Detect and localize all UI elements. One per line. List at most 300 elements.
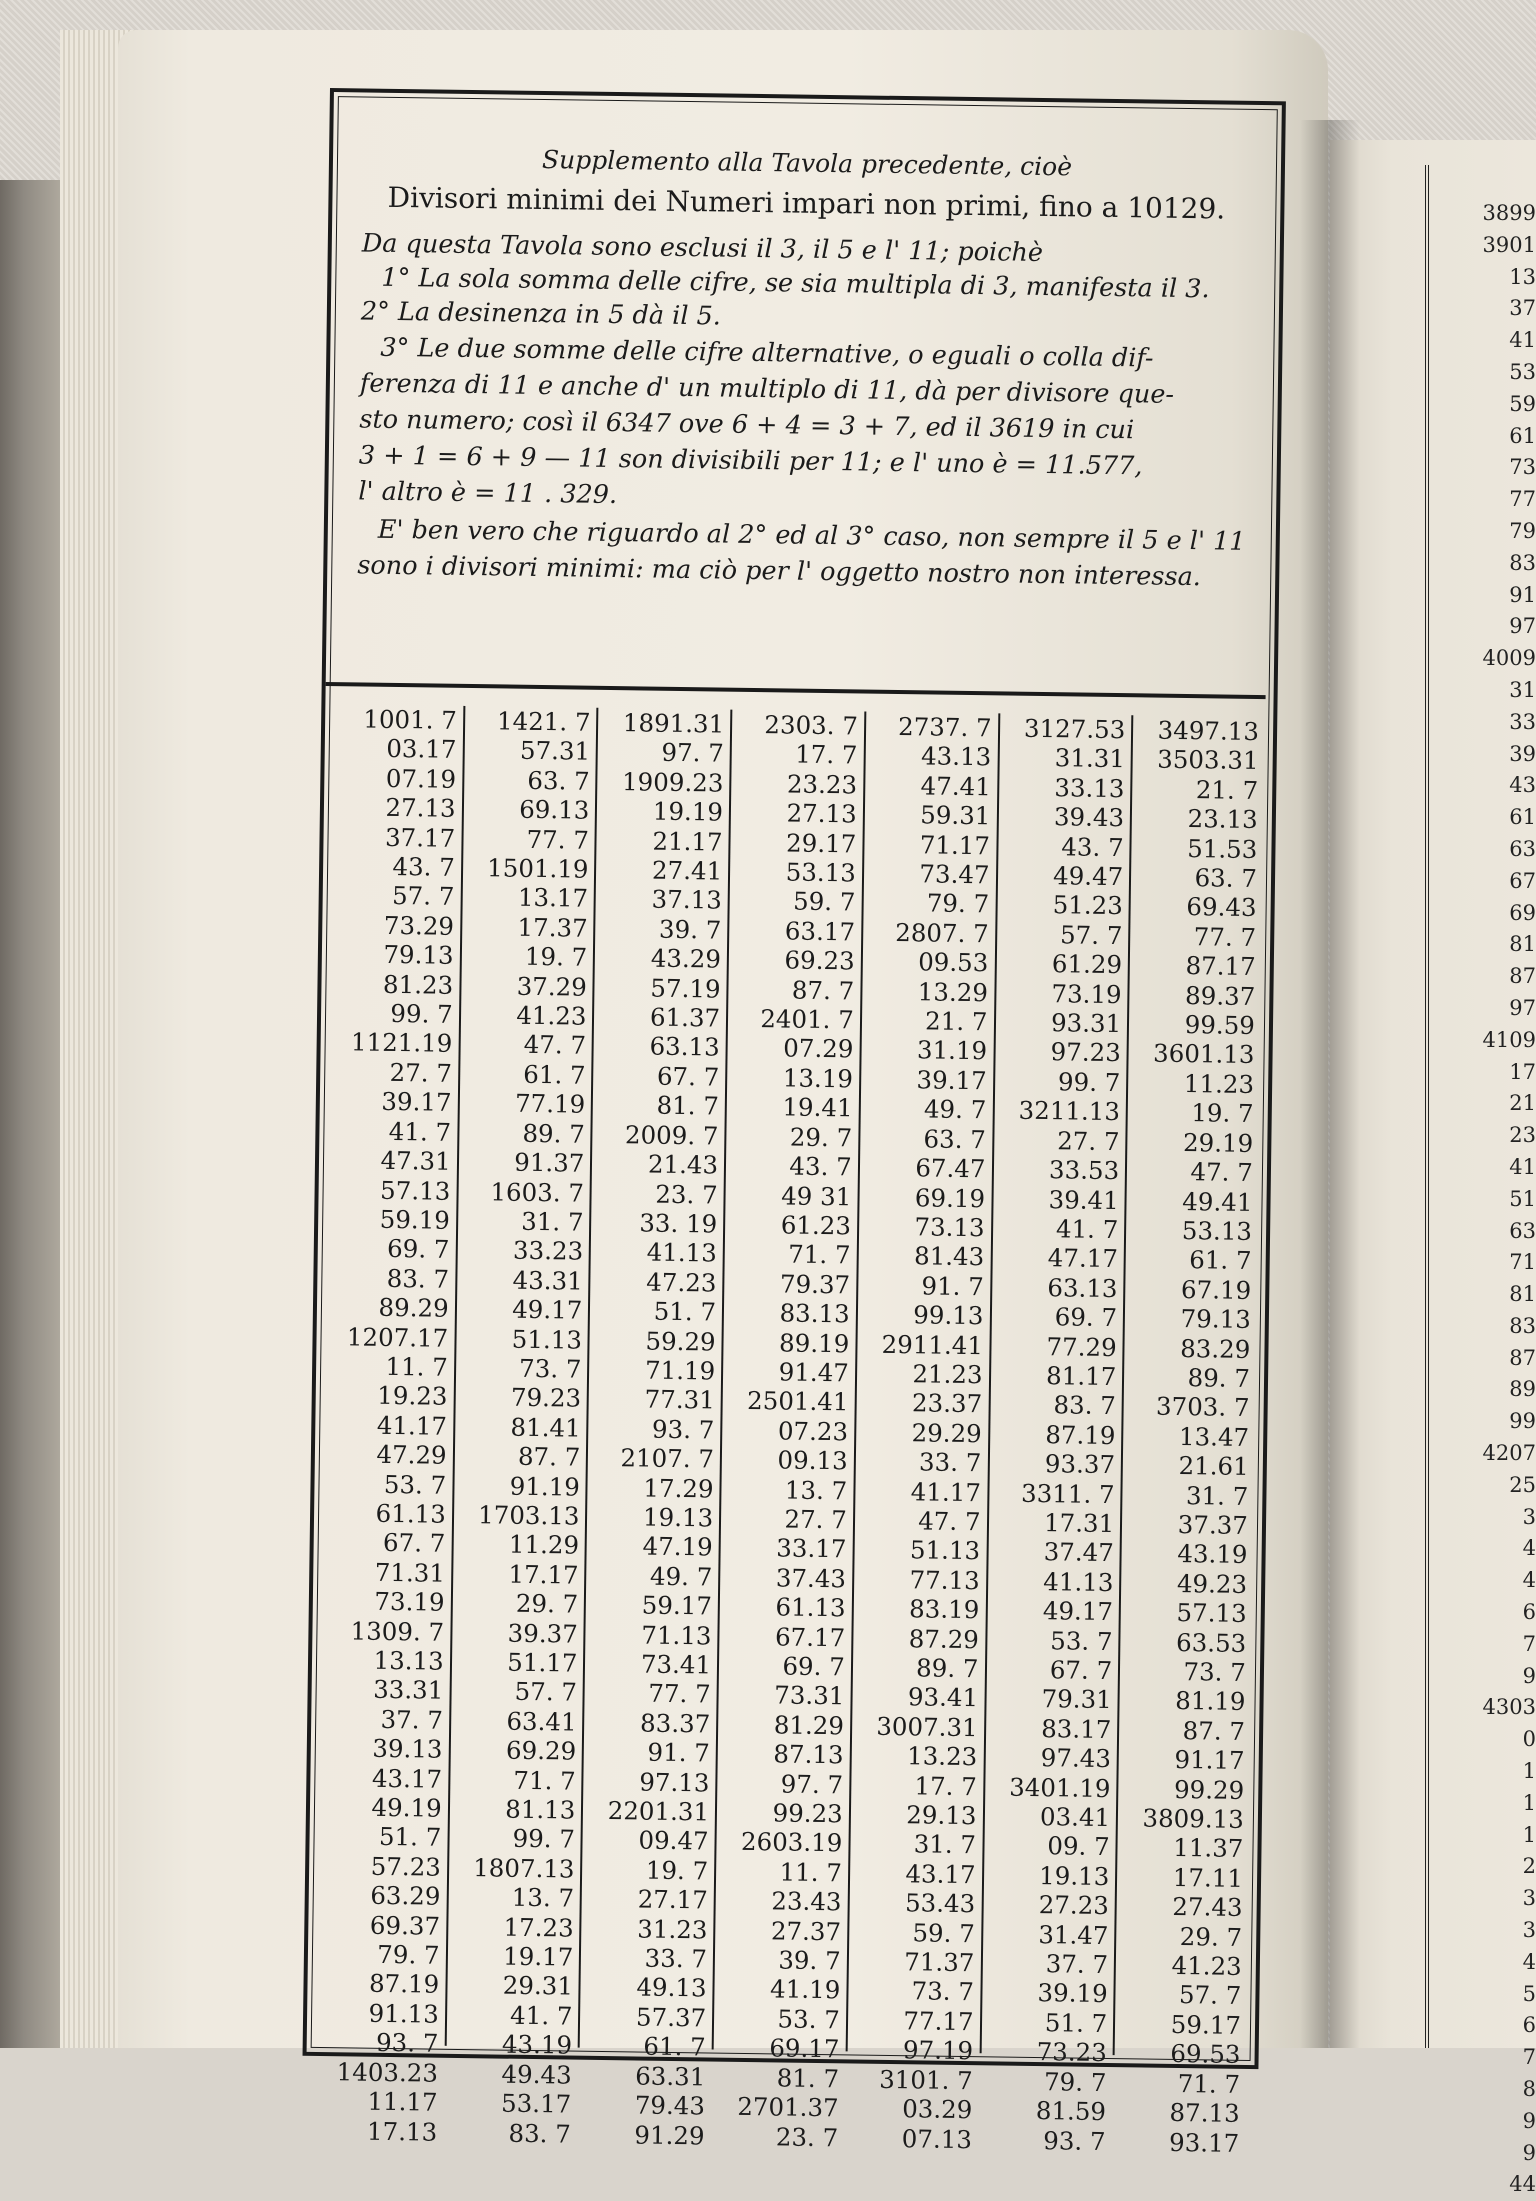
right-page-number: 4303 [1482,1695,1536,1720]
table-cell: 91.29 [634,2119,705,2150]
table-cell: 71. 7 [787,1239,851,1270]
table-cell: 63. 7 [1194,863,1258,894]
table-cell: 93. 7 [375,2028,439,2058]
intro-line: sto numero; così il 6347 ove 6 + 4 = 3 + 7, ed il 3619 in cui [359,404,1135,446]
table-cell: 41. 7 [509,2000,573,2031]
table-cell: 51. 7 [653,1296,717,1327]
table-cell: 3503.31 [1157,745,1259,776]
table-cell: 69.53 [1170,2039,1241,2070]
right-page-number: 33 [1509,709,1536,734]
right-page-number: 1 [1522,1790,1536,1815]
table-cell: 93.17 [1168,2127,1240,2158]
table-cell: 69. 7 [386,1234,450,1265]
table-cell: 27. 7 [784,1504,848,1535]
table-cell: 97. 7 [661,738,725,768]
right-page-number: 6 [1522,1600,1536,1625]
table-cell: 23.37 [911,1388,983,1419]
table-cell: 29.13 [906,1800,977,1831]
table-cell: 73.19 [374,1586,445,1617]
table-cell: 33. 7 [644,1943,708,1974]
table-cell: 21.43 [647,1149,719,1180]
table-cell: 3809.13 [1142,1803,1244,1834]
table-cell: 81.59 [1035,2096,1107,2127]
table-cell: 83. 7 [1053,1390,1117,1421]
table-cell: 91.19 [509,1471,581,1502]
table-cell: 53.13 [1181,1215,1253,1246]
table-cell: 97. 7 [780,1769,844,1799]
table-cell: 77. 7 [526,824,590,855]
right-page-number: 6 [1522,2013,1536,2038]
table-cell: 73.13 [914,1212,985,1243]
table-cell: 67.19 [1180,1274,1252,1305]
table-cell: 13.17 [517,883,589,914]
table-cell: 27.13 [385,793,456,824]
right-page-number: 83 [1509,1313,1536,1338]
table-cell: 61.13 [775,1592,846,1623]
table-cell: 93.37 [1044,1449,1116,1480]
table-cell: 83.19 [908,1594,980,1625]
intro-line: 3 + 1 = 6 + 9 — 11 son divisibili per 11; e l' uno è = 11.577, [358,440,1143,482]
table-cell: 93. 7 [651,1414,715,1445]
table-cell: 11. 7 [779,1857,843,1888]
table-cell: 63.17 [784,916,856,947]
table-cell: 53.43 [904,1888,976,1919]
table-cell: 1421. 7 [496,706,591,737]
table-cell: 81.17 [1045,1361,1117,1392]
table-cell: 67. 7 [382,1528,446,1559]
table-cell: 39.37 [507,1618,579,1649]
table-cell: 19. 7 [645,1855,709,1886]
table-cell: 49.41 [1182,1186,1253,1217]
table-cell: 37.29 [516,971,588,1002]
table-cell: 79.23 [510,1382,582,1413]
table-cell: 2911.41 [881,1329,984,1360]
table-cell: 41.13 [1043,1566,1114,1597]
right-page-number: 9 [1522,1663,1536,1688]
table-cell: 83. 7 [386,1263,450,1294]
table-cell: 83.29 [1180,1333,1251,1364]
table-cell: 1121.19 [350,1027,453,1059]
table-cell: 11.23 [1183,1068,1255,1099]
right-page-number: 81 [1509,932,1536,957]
table-cell: 43.29 [650,943,722,974]
table-cell: 99. 7 [390,998,453,1029]
table-cell: 43.31 [512,1265,583,1296]
table-cell: 33. 19 [639,1208,718,1239]
table-cell: 41.19 [769,1974,841,2005]
table-cell: 39. 7 [778,1945,841,1976]
table-cell: 33.53 [1048,1155,1120,1186]
table-cell: 87.13 [1169,2098,1240,2128]
table-cell: 99.23 [772,1798,843,1829]
table-cell: 67. 7 [656,1061,720,1092]
table-cell: 59.17 [641,1590,713,1621]
table-cell: 73.31 [774,1680,845,1711]
table-cell: 11.37 [1173,1833,1244,1864]
intro-line: l' altro è = 11 . 329. [358,476,618,511]
table-cell: 09.47 [638,1825,709,1856]
table-cell: 1403.23 [336,2056,439,2088]
table-cell: 47. 7 [523,1030,587,1061]
table-cell: 1891.31 [622,708,725,739]
table-cell: 17. 7 [914,1770,978,1801]
right-page-number: 25 [1509,1472,1536,1497]
table-cell: 2201.31 [607,1796,710,1827]
table-cell: 83. 7 [508,2118,572,2149]
table-cell: 73. 7 [1183,1657,1247,1687]
table-cell: 69. 7 [782,1651,845,1682]
right-page-number: 63 [1509,836,1536,861]
right-page-number: 97 [1509,995,1536,1020]
table-cell: 07.13 [901,2123,973,2154]
table-cell: 21. 7 [924,1006,988,1037]
table-cell: 93.41 [907,1682,979,1713]
table-cell: 2009. 7 [624,1119,719,1151]
table-cell: 71. 7 [1177,2068,1241,2099]
table-cell: 51.23 [1052,890,1124,921]
table-cell: 57.31 [519,736,591,767]
right-page-number: 79 [1509,518,1536,543]
table-cell: 81.41 [510,1412,581,1443]
right-page-number: 9 [1522,2140,1536,2165]
right-page-number: 23 [1509,1123,1536,1148]
table-cell: 29. 7 [515,1588,579,1619]
table-cell: 89.19 [778,1327,850,1358]
table-cell: 59. 7 [912,1917,975,1948]
table-cell: 11. 7 [385,1351,449,1382]
table-cell: 39.17 [916,1065,987,1096]
table-cell: 63. 7 [923,1124,987,1154]
table-cell: 87.29 [908,1623,980,1654]
table-cell: 13. 7 [784,1475,848,1505]
right-page-number: 4 [1522,1568,1536,1593]
table-cell: 1309. 7 [350,1616,445,1647]
page-title: Supplemento alla Tavola precedente, cioè [541,144,1073,182]
table-cell: 53.17 [500,2088,572,2119]
table-cell: 2807. 7 [895,917,989,949]
table-cell: 49.43 [501,2059,572,2090]
table-cell: 41.13 [646,1237,718,1268]
intro-line: 3° Le due somme delle cifre alternative, o eguali o colla dif- [380,332,1154,374]
intro-line: ferenza di 11 e anche d' un multiplo di 11, dà per divisore que- [359,368,1175,410]
table-cell: 79. 7 [1043,2066,1107,2097]
table-cell: 69.43 [1186,892,1257,923]
table-cell: 57.13 [379,1175,451,1206]
table-cell: 89. 7 [522,1118,585,1149]
table-cell: 67. 7 [1049,1655,1113,1686]
right-page-number: 81 [1509,1282,1536,1307]
table-cell: 57.23 [370,1851,442,1882]
table-cell: 79.13 [383,940,454,971]
table-cell: 59. 7 [792,886,856,917]
table-cell: 71.13 [641,1620,712,1651]
table-cell: 27. 7 [1057,1125,1120,1156]
table-cell: 39.41 [1048,1184,1119,1215]
table-cell: 49. 7 [923,1094,987,1125]
table-cell: 19.19 [652,796,724,827]
table-cell: 29.17 [785,828,857,859]
table-cell: 87. 7 [1182,1715,1246,1746]
table-cell: 81.13 [505,1794,576,1825]
table-cell: 83.13 [779,1298,850,1329]
table-cell: 23.13 [1187,804,1258,835]
right-page-number: 69 [1509,900,1536,925]
right-page-number: 7 [1522,1631,1536,1656]
table-cell: 77. 7 [1193,921,1257,952]
spine-shadow [1300,120,1360,2048]
table-cell: 59.31 [920,800,991,831]
table-cell: 47. 7 [917,1506,981,1537]
table-cell: 83.17 [1041,1713,1112,1744]
table-cell: 31.47 [1038,1919,1109,1950]
page-subtitle: Divisori minimi dei Numeri impari non primi, fino a 10129. [387,180,1226,226]
table-cell: 11.17 [367,2086,438,2117]
table-cell: 27.43 [1172,1892,1243,1923]
table-cell: 13.19 [782,1063,854,1094]
table-cell: 13.47 [1178,1421,1250,1452]
table-cell: 61. 7 [1189,1245,1252,1276]
table-cell: 37.47 [1043,1537,1115,1568]
table-cell: 21.17 [652,826,723,857]
table-cell: 21. 7 [1195,774,1259,805]
table-cell: 1909.23 [621,766,724,798]
table-cell: 3101. 7 [879,2064,973,2095]
table-cell: 57. 7 [514,1677,578,1708]
table-cell: 43.17 [371,1763,443,1794]
table-cell: 53. 7 [777,2004,841,2035]
table-cell: 63.53 [1175,1627,1247,1658]
table-cell: 29.31 [502,1971,574,2002]
table-cell: 57. 7 [391,881,455,912]
table-cell: 1603. 7 [490,1176,585,1208]
table-cell: 17.29 [643,1473,714,1504]
right-page-number: 4009 [1482,646,1536,671]
table-cell: 47.41 [920,771,991,802]
table-cell: 81.29 [773,1710,845,1741]
table-cell: 69.19 [914,1182,986,1213]
table-cell: 3601.13 [1152,1039,1255,1070]
table-column [979,713,1131,2156]
table-cell: 69.13 [518,794,590,825]
table-cell: 07.29 [783,1033,854,1064]
table-cell: 97.13 [639,1767,710,1798]
table-cell: 27.23 [1038,1890,1110,1921]
table-cell: 2303. 7 [764,710,859,741]
table-cell: 33.23 [512,1235,584,1266]
table-cell: 69.37 [369,1910,441,1941]
table-cell: 43. 7 [392,851,456,882]
table-cell: 37.17 [384,822,456,853]
right-page-number: 3899 [1482,201,1536,225]
table-cell: 63.31 [635,2061,706,2092]
right-page-number: 3901 [1482,232,1536,257]
table-column [1113,715,1265,2158]
table-cell: 49 31 [781,1180,852,1211]
table-cell: 27. 7 [389,1057,453,1088]
table-cell: 17.11 [1172,1862,1244,1893]
table-cell: 69.17 [769,2033,840,2064]
table-cell: 13.23 [906,1741,978,1772]
table-cell: 61. 7 [523,1059,586,1090]
table-cell: 59.19 [379,1204,451,1235]
table-cell: 99.29 [1173,1774,1245,1805]
table-cell: 77.17 [903,2006,974,2037]
table-cell: 81. 7 [656,1090,720,1121]
table-cell: 29. 7 [789,1122,853,1153]
table-cell: 81. 7 [776,2063,840,2093]
right-page-number: 59 [1509,391,1536,416]
table-cell: 43.19 [1177,1539,1248,1570]
table-cell: 87.17 [1185,951,1256,982]
right-page-number: 17 [1509,1059,1536,1084]
table-cell: 49.23 [1176,1568,1248,1599]
table-cell: 87.19 [368,1969,440,2000]
table-cell: 1807.13 [473,1853,575,1884]
table-cell: 2401. 7 [760,1004,855,1035]
table-cell: 99. 7 [1057,1067,1121,1098]
table-cell: 61.23 [780,1210,852,1241]
right-page-number: 3 [1522,1886,1536,1911]
table-cell: 31. 7 [521,1206,584,1237]
table-frame [303,88,1286,2158]
right-page-number: 5 [1522,1981,1536,2006]
table-cell: 73.47 [919,859,990,890]
table-cell: 09. 7 [1047,1831,1110,1862]
table-cell: 49.13 [636,1972,707,2003]
table-cell: 67.47 [915,1153,986,1184]
right-page-numbers [1440,198,1536,2201]
table-cell: 1207.17 [346,1321,449,1353]
table-cell: 3311. 7 [1020,1478,1115,1509]
right-page-number: 1 [1522,1822,1536,1847]
right-page-number: 8 [1522,2077,1536,2102]
table-cell: 3007.31 [876,1711,978,1743]
table-cell: 69. 7 [1054,1302,1118,1333]
table-cell: 43.19 [501,2029,573,2060]
table-cell: 19. 7 [524,942,588,972]
right-page-number: 4109 [1482,1027,1536,1052]
table-cell: 43. 7 [789,1151,852,1182]
table-cell: 17.13 [366,2116,438,2147]
right-page-number: 2 [1522,1854,1536,1879]
table-cell: 07.23 [777,1416,849,1447]
table-cell: 41. 7 [1055,1214,1119,1245]
table-column [712,710,864,2152]
table-cell: 27.17 [637,1884,709,1915]
table-cell: 79.13 [1180,1304,1251,1335]
table-cell: 41.17 [376,1410,448,1441]
intro-line: E' ben vero che riguardo al 2° ed al 3° caso, non sempre il 5 e l' 11 [377,514,1246,557]
table-cell: 51. 7 [1044,2008,1108,2038]
table-cell: 71.31 [374,1557,446,1588]
table-cell: 41.23 [516,1000,587,1031]
table-cell: 73. 7 [518,1353,582,1384]
table-cell: 89. 7 [1187,1363,1251,1393]
table-cell: 09.13 [777,1445,848,1476]
table-cell: 43.17 [905,1859,976,1890]
table-cell: 21.23 [912,1359,983,1390]
table-cell: 37.13 [651,885,722,915]
table-cell: 89. 7 [915,1653,979,1684]
table-column [845,711,997,2154]
intro-line: Da questa Tavola sono esclusi il 3, il 5 e l' 11; poichè [361,228,1044,268]
right-page-number: 39 [1509,741,1536,766]
table-cell: 39.13 [372,1733,443,1764]
page-header [335,100,1271,713]
right-page-number: 43 [1509,773,1536,798]
table-cell: 83.37 [639,1708,711,1739]
table-cell: 99.59 [1184,1010,1256,1041]
table-cell: 79. 7 [926,888,990,919]
right-page-number: 37 [1509,296,1536,321]
right-page-number: 91 [1509,582,1536,607]
table-cell: 97.43 [1040,1743,1112,1774]
table-cell: 57. 7 [1178,1980,1242,2011]
table-cell: 73.23 [1036,2037,1108,2068]
table-cell: 71. 7 [513,1765,576,1796]
table-cell: 3703. 7 [1155,1392,1250,1423]
right-page-number: 71 [1509,1250,1536,1275]
table-column [444,706,596,2149]
table-cell: 2107. 7 [620,1443,715,1474]
table-cell: 79.37 [779,1269,851,1300]
table-cell: 87. 7 [517,1441,581,1472]
table-cell: 49.47 [1052,861,1124,892]
table-cell: 67.17 [774,1621,846,1652]
right-page-number: 61 [1509,805,1536,830]
table-cell: 17.23 [503,1912,574,1943]
table-cell: 97.19 [902,2035,974,2066]
right-page-number: 89 [1509,1377,1536,1402]
table-cell: 19.41 [782,1092,853,1123]
table-cell: 2737. 7 [897,711,992,743]
table-cell: 39.43 [1053,802,1125,833]
table-cell: 41.17 [910,1476,982,1507]
right-page-number: 41 [1509,1154,1536,1179]
right-page-number: 44 [1509,2172,1536,2197]
table-cell: 2501.41 [746,1386,849,1417]
table-cell: 19.23 [377,1381,448,1412]
table-cell: 17.31 [1043,1508,1115,1539]
table-cell: 49.17 [1042,1596,1114,1627]
intro-line: sono i divisori minimi: ma ciò per l' oggetto nostro non interessa. [357,550,1202,593]
table-cell: 47. 7 [1190,1157,1254,1188]
table-cell: 03.17 [386,734,457,765]
table-cell: 23. 7 [655,1179,718,1210]
table-cell: 47.31 [380,1145,451,1176]
table-cell: 91.37 [514,1147,585,1178]
table-cell: 47.19 [642,1531,713,1562]
table-cell: 61. 7 [643,2031,706,2062]
table-cell: 11.29 [508,1530,580,1560]
table-cell: 87.19 [1045,1419,1116,1450]
table-cell: 29.29 [911,1418,982,1448]
table-cell: 81.19 [1175,1686,1246,1717]
table-cell: 53.13 [785,857,857,888]
table-cell: 73.41 [640,1649,712,1680]
table-cell: 87.13 [773,1739,844,1770]
table-cell: 79.43 [634,2090,706,2121]
table-cell: 21.61 [1178,1451,1249,1482]
table-cell: 89.29 [378,1292,449,1323]
right-page-number: 4 [1522,1536,1536,1561]
table-cell: 17.37 [517,912,588,943]
table-cell: 47.29 [376,1439,447,1470]
table-cell: 09.53 [917,947,989,978]
table-cell: 13.29 [917,976,989,1007]
table-cell: 87. 7 [791,975,855,1006]
table-cell: 23.23 [786,769,858,800]
